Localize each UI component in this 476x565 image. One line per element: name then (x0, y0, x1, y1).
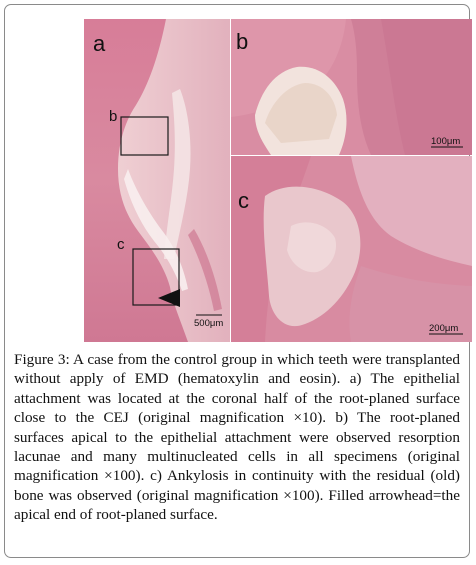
panel-b-micrograph (231, 19, 472, 155)
panel-b-scale-bar: 100μm (431, 136, 461, 147)
panel-a-micrograph (84, 19, 230, 342)
panel-a-scale-bar: 500μm (194, 318, 224, 329)
panel-c-image (231, 156, 472, 342)
micrograph-figure (84, 19, 472, 342)
inset-c-label: c (117, 236, 125, 253)
inset-b-label: b (109, 108, 118, 125)
figure-caption: Figure 3: A case from the control group in which teeth were transplanted without apply of EMD (hematoxylin and eosin). a) The epithelial attachment was located at the coronal half of the root-planed surface close to the CEJ (original magnification ×10). b) The root-planed surfaces apical to the epithelial attachment were observed resorption lacunae and many multinucleated cells in all specimens (original magnification ×100). c) Ankylosis in continuity with the residual (old) bone was observed (original magnification ×100). Filled arrowhead=the apical end of root-planed surface. (14, 351, 460, 524)
panel-b-image (231, 19, 472, 155)
panel-b-label: b (236, 29, 249, 54)
panel-c-micrograph (231, 156, 472, 342)
panel-c-label: c (238, 188, 249, 213)
panel-a-image (84, 19, 230, 342)
panel-c-scale-bar: 200μm (429, 323, 459, 334)
panel-a-label: a (93, 31, 106, 56)
